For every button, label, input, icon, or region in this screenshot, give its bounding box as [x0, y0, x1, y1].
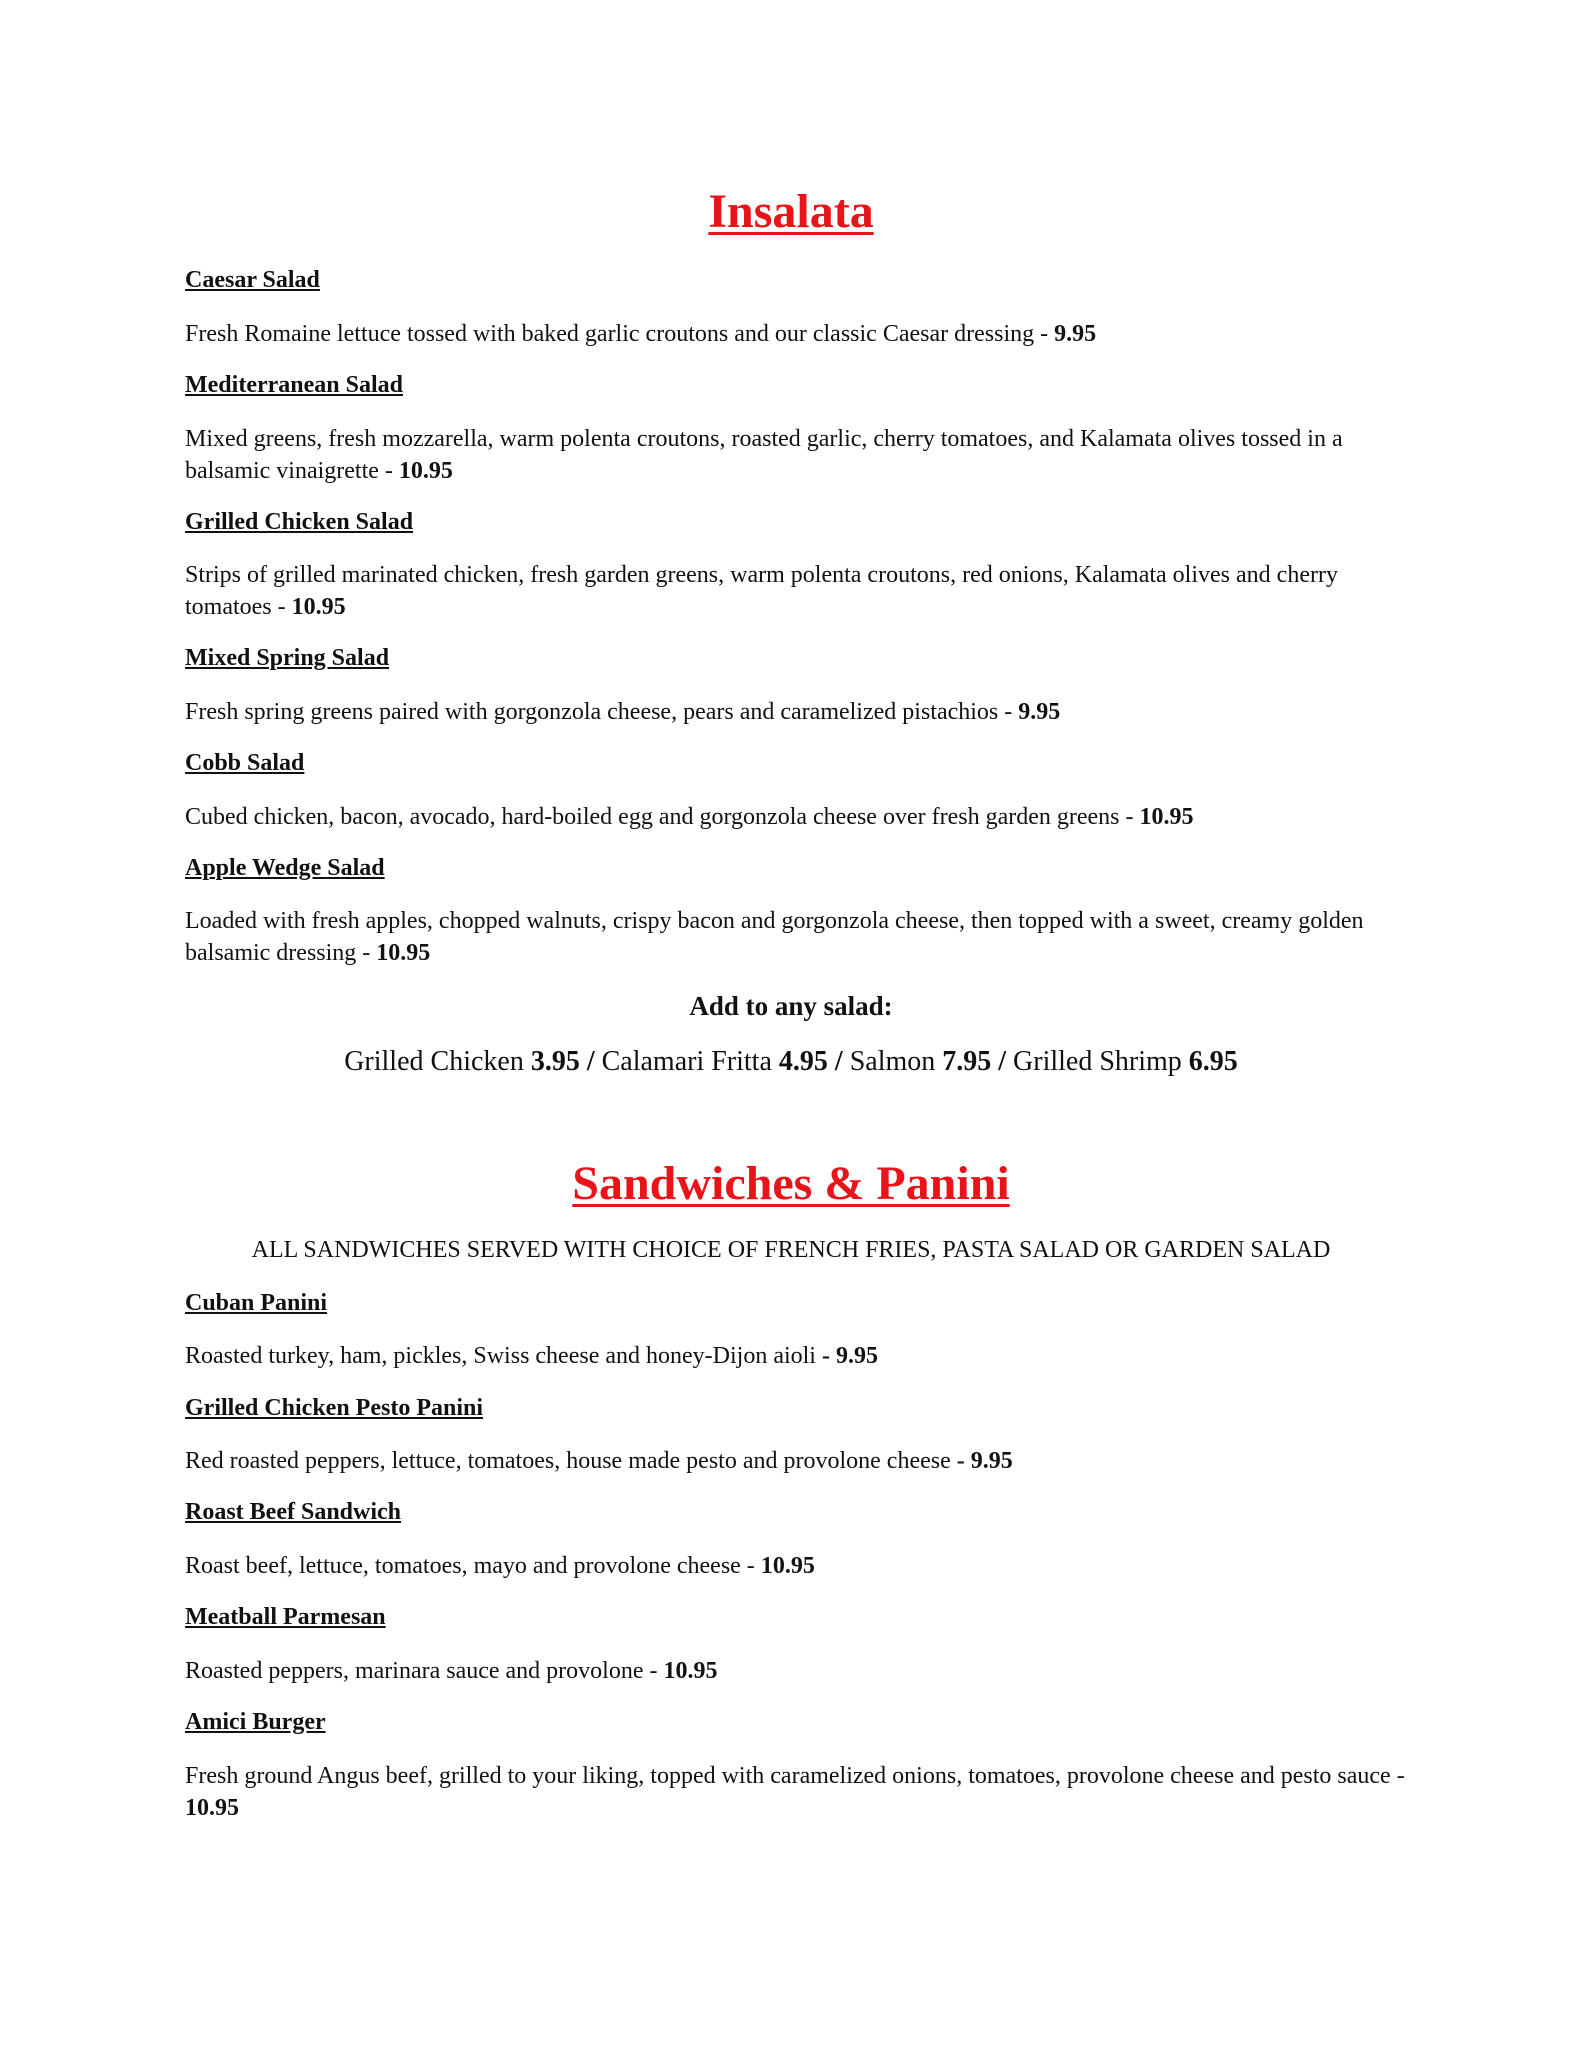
- item-name-grilled-chicken-pesto-panini: Grilled Chicken Pesto Panini: [185, 1395, 484, 1421]
- addon-separator: /: [827, 1046, 850, 1077]
- addon-separator: /: [991, 1046, 1014, 1077]
- item-desc-roast-beef-sandwich: [185, 1550, 1410, 1582]
- item-price: 10.95: [760, 1553, 815, 1579]
- item-price: 9.95: [1054, 321, 1097, 347]
- addon-separator: /: [579, 1046, 602, 1077]
- item-desc-text: Cubed chicken, bacon, avocado, hard-boiled egg and gorgonzola cheese over fresh garden greens -: [185, 804, 1140, 830]
- item-desc-grilled-chicken-salad: [185, 559, 1410, 623]
- addon-name: Calamari Fritta: [601, 1046, 772, 1077]
- item-name-cobb-salad: Cobb Salad: [185, 750, 305, 776]
- item-name-mixed-spring-salad: Mixed Spring Salad: [185, 645, 390, 671]
- item-name-apple-wedge-salad: Apple Wedge Salad: [185, 855, 385, 881]
- addon-price: 4.95: [778, 1046, 828, 1077]
- insalata-title: Insalata: [708, 185, 874, 238]
- item-name-amici-burger: Amici Burger: [185, 1709, 326, 1735]
- addon-name: Grilled Chicken: [344, 1046, 524, 1077]
- item-desc-mixed-spring-salad: [185, 696, 1410, 728]
- item-desc-text: Fresh ground Angus beef, grilled to your liking, topped with caramelized onions, tomatoes, provolone cheese and pesto sauce -: [185, 1763, 1405, 1789]
- sandwiches-title: Sandwiches & Panini: [572, 1157, 1010, 1210]
- item-desc-text: Roasted turkey, ham, pickles, Swiss cheese and honey-Dijon aioli: [185, 1343, 822, 1369]
- item-desc-text: Loaded with fresh apples, chopped walnuts, crispy bacon and gorgonzola cheese, then topped with a sweet, creamy golden balsamic dressing -: [185, 908, 1364, 966]
- item-name-caesar-salad: Caesar Salad: [185, 267, 320, 293]
- item-desc-text: Roasted peppers, marinara sauce and provolone -: [185, 1658, 664, 1684]
- item-desc-text: Fresh Romaine lettuce tossed with baked garlic croutons and our classic Caesar dressing -: [185, 321, 1055, 347]
- item-price: 10.95: [291, 594, 346, 620]
- addon-heading: Add to any salad:: [689, 991, 893, 1021]
- item-desc-cuban-panini: [185, 1340, 1410, 1372]
- item-price: 10.95: [398, 458, 453, 484]
- item-desc-text: Roast beef, lettuce, tomatoes, mayo and provolone cheese -: [185, 1553, 761, 1579]
- addon-price: 3.95: [530, 1046, 580, 1077]
- item-price: 9.95: [1018, 699, 1061, 725]
- item-price: 10.95: [185, 1795, 239, 1821]
- item-desc-text: Mixed greens, fresh mozzarella, warm polenta croutons, roasted garlic, cherry tomatoes, and Kalamata olives tossed in a balsamic vinaigrette -: [185, 426, 1343, 484]
- addon-name: Salmon: [849, 1046, 936, 1077]
- item-name-roast-beef-sandwich: Roast Beef Sandwich: [185, 1499, 402, 1525]
- item-name-meatball-parmesan: Meatball Parmesan: [185, 1604, 386, 1630]
- sandwiches-note: ALL SANDWICHES SERVED WITH CHOICE OF FRENCH FRIES, PASTA SALAD OR GARDEN SALAD: [251, 1237, 1331, 1263]
- item-desc-caesar-salad: [185, 318, 1410, 350]
- item-price: - 9.95: [821, 1343, 878, 1369]
- item-desc-mediterranean-salad: [185, 423, 1410, 487]
- item-desc-apple-wedge-salad: [185, 905, 1410, 969]
- item-name-cuban-panini: Cuban Panini: [185, 1290, 328, 1316]
- item-price: 10.95: [1139, 804, 1194, 830]
- item-price: 10.95: [663, 1658, 718, 1684]
- item-name-mediterranean-salad: Mediterranean Salad: [185, 372, 403, 398]
- item-desc-grilled-chicken-pesto-panini: [185, 1445, 1410, 1477]
- item-price: 10.95: [376, 940, 431, 966]
- addon-name: Grilled Shrimp: [1013, 1046, 1182, 1077]
- item-desc-text: Fresh spring greens paired with gorgonzola cheese, pears and caramelized pistachios -: [185, 699, 1019, 725]
- item-desc-amici-burger: [185, 1760, 1410, 1824]
- item-desc-cobb-salad: [185, 801, 1410, 833]
- item-name-grilled-chicken-salad: Grilled Chicken Salad: [185, 509, 414, 535]
- addon-price: 7.95: [942, 1046, 992, 1077]
- item-desc-text: Red roasted peppers, lettuce, tomatoes, house made pesto and provolone cheese: [185, 1448, 957, 1474]
- item-desc-text: Strips of grilled marinated chicken, fresh garden greens, warm polenta croutons, red onions, Kalamata olives and cherry tomatoes -: [185, 562, 1338, 620]
- item-desc-meatball-parmesan: [185, 1655, 1410, 1687]
- addon-price: 6.95: [1188, 1046, 1238, 1077]
- addon-options: [0, 1045, 1582, 1079]
- item-price: - 9.95: [956, 1448, 1013, 1474]
